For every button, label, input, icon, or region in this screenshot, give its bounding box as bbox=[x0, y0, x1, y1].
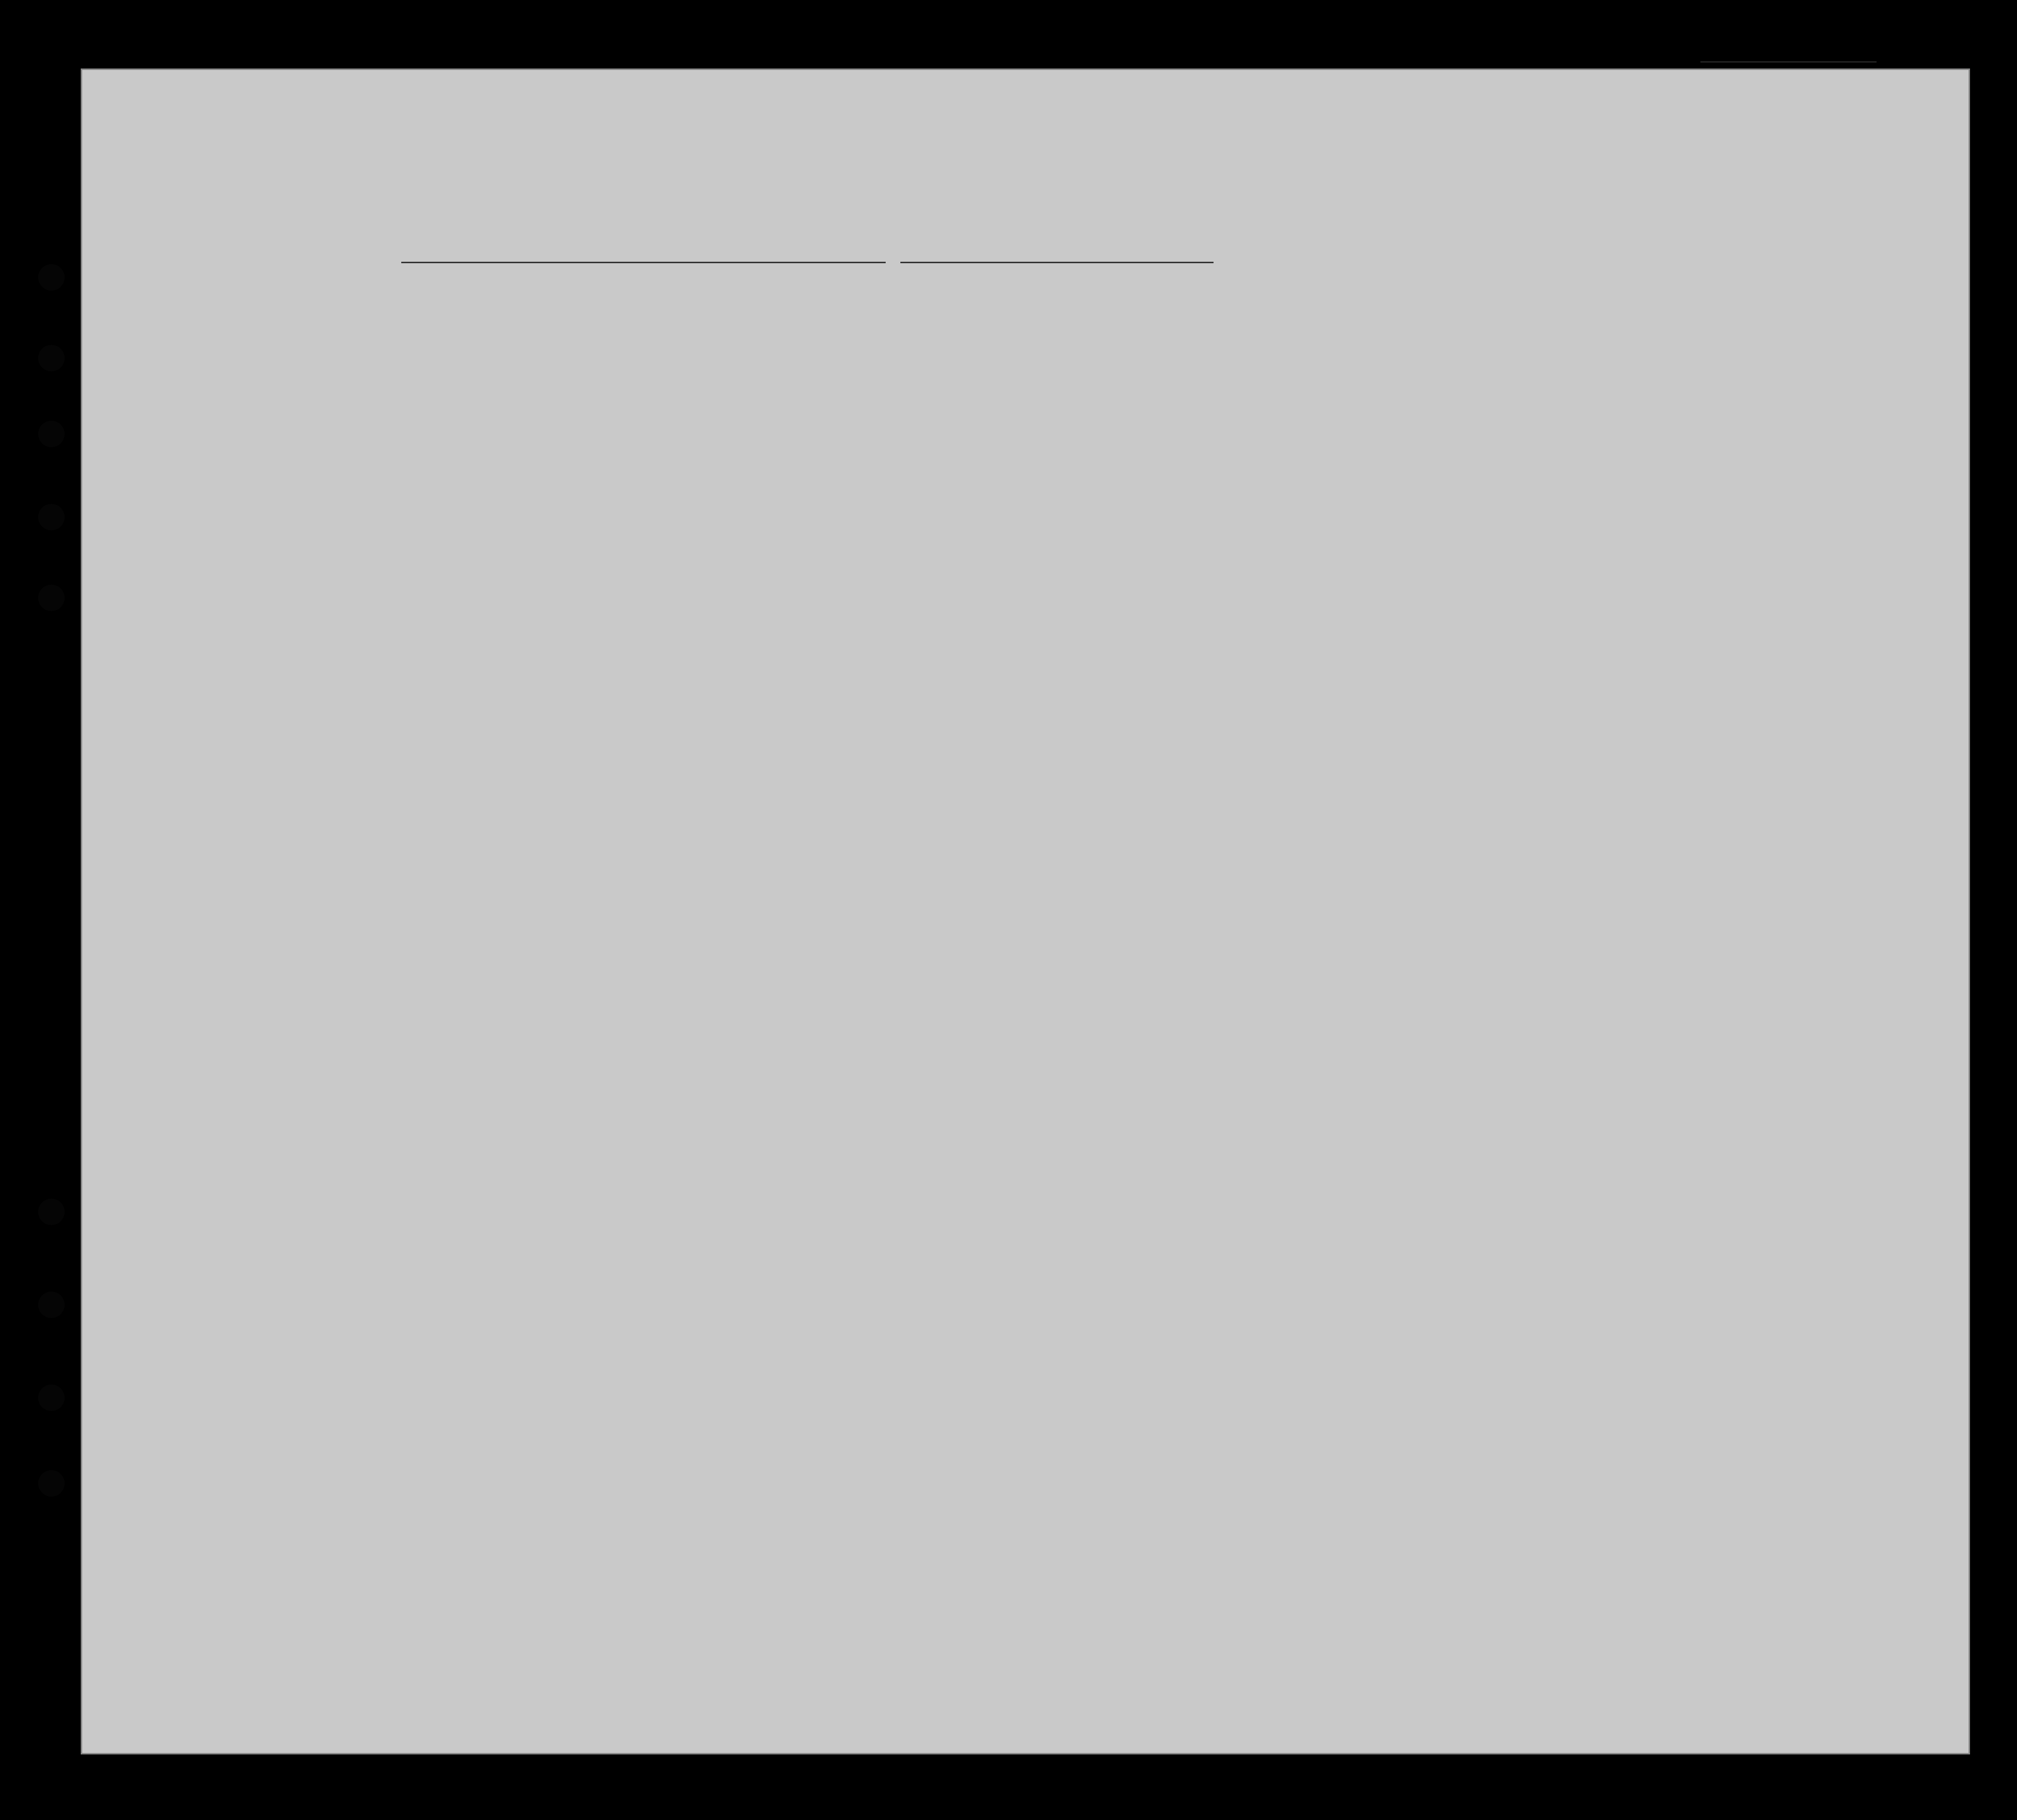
heading-24a bbox=[1157, 340, 1201, 448]
heading-30 bbox=[1483, 323, 1517, 445]
heading-24c bbox=[1272, 340, 1311, 448]
heading-19 bbox=[613, 303, 642, 445]
heading-25 bbox=[1316, 323, 1342, 445]
heading-26 bbox=[1345, 323, 1364, 445]
heading-33-feet bbox=[1654, 421, 1669, 450]
heading-29 bbox=[1439, 323, 1478, 445]
heading-28 bbox=[1392, 323, 1436, 445]
heading-24b bbox=[1209, 340, 1267, 448]
heading-27 bbox=[1367, 323, 1386, 445]
heading-21 bbox=[732, 303, 756, 445]
heading-33-inches bbox=[1673, 416, 1688, 450]
